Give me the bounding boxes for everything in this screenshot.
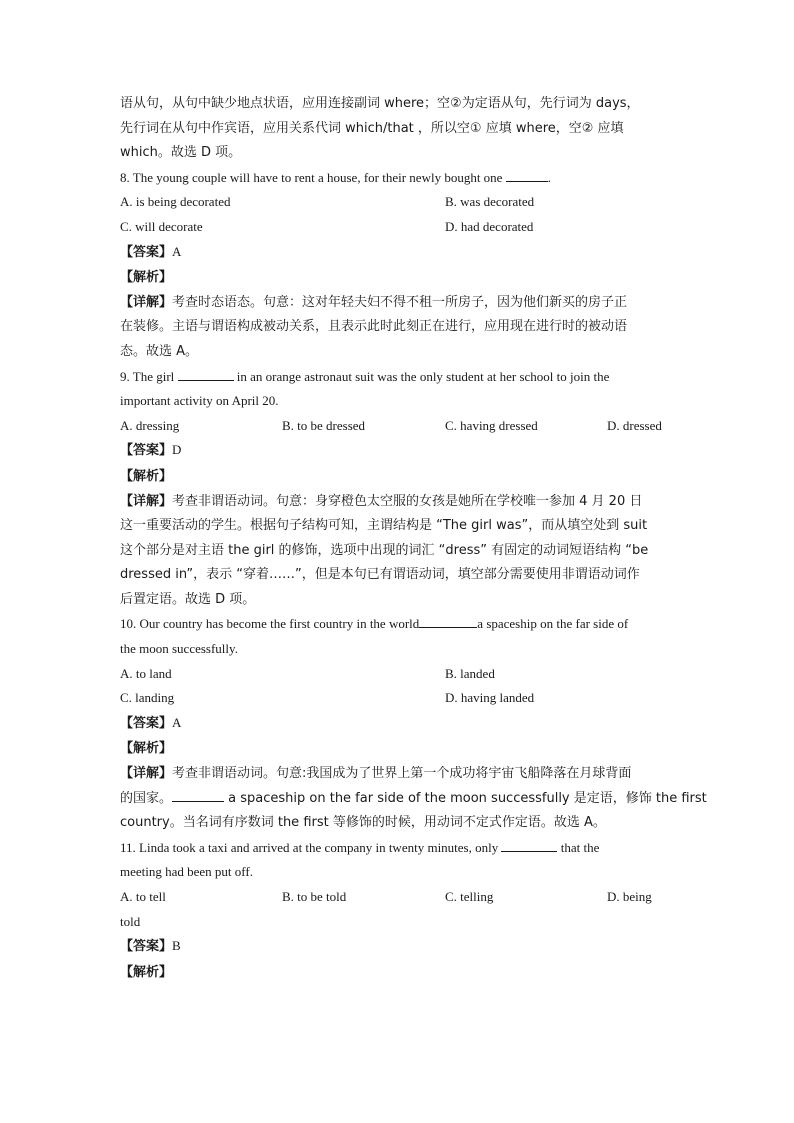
question-8-analysis-label: 【解析】 [120, 270, 173, 286]
option-b: B. landed [445, 665, 495, 681]
question-9-detail: dressed in”，表示 “穿着……”，但是本句已有谓语动词，填空部分需要使用非谓语动词作 [120, 567, 640, 583]
question-8-stem: 8. The young couple will have to rent a house, for their newly bought one . [120, 169, 551, 185]
answer-blank [172, 789, 224, 802]
option-d: D. having landed [445, 690, 535, 706]
option-a: A. dressing [120, 417, 180, 433]
question-8-answer: 【答案】A [120, 243, 182, 260]
question-10-answer: 【答案】A [120, 714, 182, 731]
question-11-analysis-label: 【解析】 [120, 964, 173, 980]
option-d-continuation: told [120, 913, 141, 929]
option-c: C. will decorate [120, 218, 203, 234]
option-d: D. being [607, 889, 652, 904]
question-10-options-row [120, 686, 676, 711]
answer-blank [501, 839, 557, 852]
question-10-detail: 的国家。 a spaceship on the far side of the moon successfully 是定语，修饰 the first [120, 790, 707, 806]
question-10-options-row [120, 662, 676, 687]
option-b: B. was decorated [445, 194, 535, 210]
question-9-detail: 这一重要活动的学生。根据句子结构可知，主谓结构是 “The girl was”，而从填空处到 suit [120, 518, 648, 534]
question-8-detail: 在装修。主语与谓语构成被动关系，且表示此时此刻正在进行，应用现在进行时的被动语 [120, 319, 628, 335]
question-8-options-row [120, 215, 676, 240]
answer-blank [419, 615, 477, 628]
question-10-stem: 10. Our country has become the first country in the world a spaceship on the far side of [120, 616, 629, 632]
question-8-detail: 【详解】考查时态语态。句意：这对年轻夫妇不得不租一所房子，因为他们新买的房子正 [120, 294, 628, 310]
question-8-options-row [120, 190, 676, 215]
answer-blank [178, 368, 234, 381]
question-11-stem: 11. Linda took a taxi and arrived at the company in twenty minutes, only that the [120, 839, 600, 855]
question-9-stem: important activity on April 20. [120, 393, 279, 409]
question-9-detail: 后置定语。故选 D 项。 [120, 591, 256, 607]
question-10-detail: 【详解】考查非谓语动词。句意:我国成为了世界上第一个成功将宇宙飞船降落在月球背面 [120, 766, 632, 782]
option-b: B. to be told [282, 889, 347, 904]
question-11-answer: 【答案】B [120, 938, 181, 955]
prev-explanation-line: 语从句，从句中缺少地点状语，应用连接副词 where；空②为定语从句，先行词为 days， [120, 96, 640, 111]
document-page [120, 92, 707, 985]
option-d: D. had decorated [445, 218, 534, 234]
question-9-stem: 9. The girl in an orange astronaut suit was the only student at her school to join the [120, 368, 610, 384]
question-11-options-row [120, 885, 676, 910]
option-a: A. to land [120, 665, 172, 681]
prev-explanation-line: 先行词在从句中作宾语，应用关系代词 which/that ，所以空① 应填 where，空② 应填 [120, 120, 624, 136]
option-b: B. to be dressed [282, 417, 366, 433]
prev-explanation-line: which。故选 D 项。 [120, 145, 242, 161]
question-10-stem: the moon successfully. [120, 641, 238, 657]
question-9-detail: 这个部分是对主语 the girl 的修饰，选项中出现的词汇 “dress” 有固定的动词短语结构 “be [120, 542, 649, 558]
question-11-stem: meeting had been put off. [120, 864, 253, 880]
option-c: C. having dressed [445, 417, 538, 433]
answer-blank [506, 169, 548, 182]
option-a: A. is being decorated [120, 194, 231, 210]
question-9-answer: 【答案】D [120, 442, 182, 459]
option-c: C. telling [445, 889, 494, 904]
question-9-options-row [120, 414, 676, 439]
option-a: A. to tell [120, 889, 166, 904]
question-8-detail: 态。故选 A。 [120, 343, 199, 359]
option-c: C. landing [120, 690, 175, 706]
question-9-analysis-label: 【解析】 [120, 468, 173, 484]
option-d: D. dressed [607, 417, 662, 433]
question-9-detail: 【详解】考查非谓语动词。句意：身穿橙色太空服的女孩是她所在学校唯一参加 4 月 20 日 [120, 493, 643, 509]
question-10-detail: country。当名词有序数词 the first 等修饰的时候，用动词不定式作定语。故选 A。 [120, 815, 606, 831]
question-10-analysis-label: 【解析】 [120, 741, 173, 757]
